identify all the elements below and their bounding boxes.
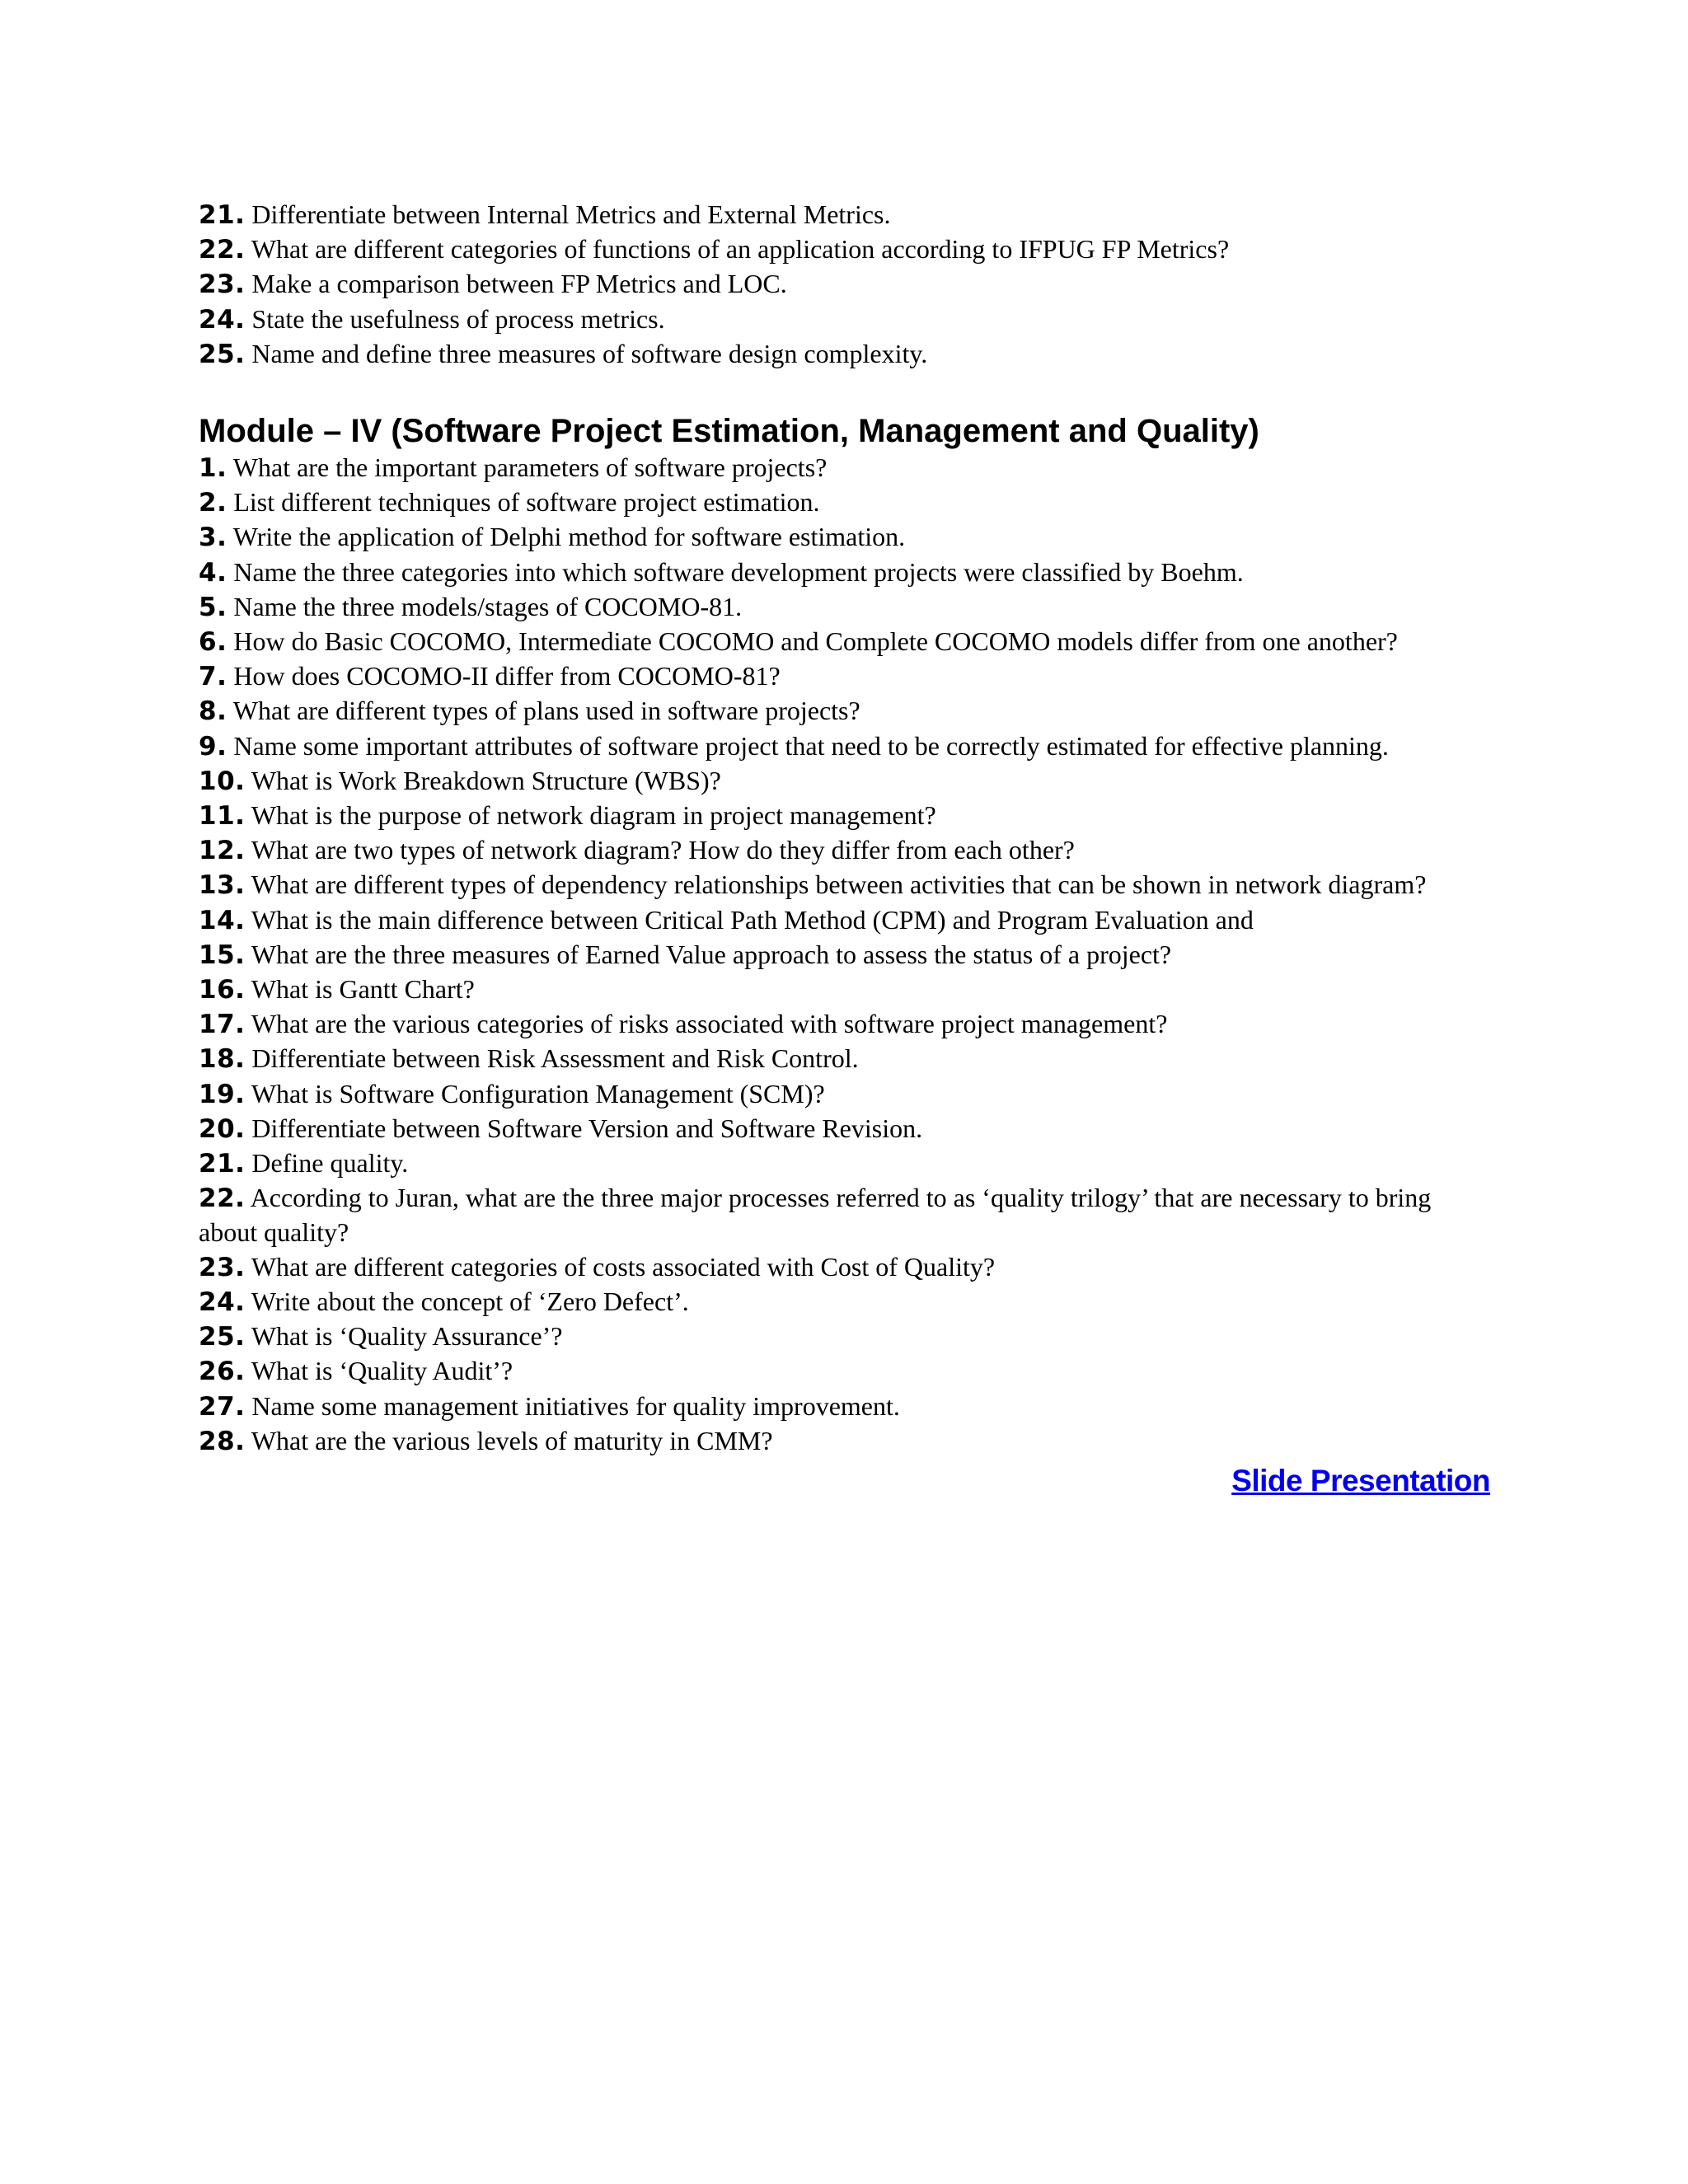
question-number: 8. [199,696,227,727]
question-number: 4. [199,557,227,588]
list-item [199,337,1493,372]
list-item [199,1285,1493,1319]
question-number: 2. [199,488,227,518]
question-text: Differentiate between Software Version and Software Revision. [251,1113,923,1143]
question-number: 19. [199,1079,246,1109]
question-text: State the usefulness of process metrics. [251,303,665,334]
list-item [199,198,1493,232]
question-text: What is Work Breakdown Structure (WBS)? [251,765,721,795]
list-item [199,868,1493,902]
question-number: 5. [199,592,227,622]
question-number: 21. [199,200,246,230]
question-text: Define quality. [251,1148,409,1179]
list-item [199,1181,1493,1249]
question-number: 28. [199,1426,246,1456]
question-number: 14. [199,905,246,935]
question-number: 27. [199,1391,246,1422]
question-number: 26. [199,1357,246,1387]
list-item [199,729,1493,764]
question-number: 6. [199,627,227,658]
question-text: What are different categories of costs associated with Cost of Quality? [251,1251,996,1282]
footer-link-row [199,1464,1490,1498]
list-item [199,232,1493,267]
question-list-module-3 [199,198,1493,372]
list-item [199,625,1493,659]
list-item [199,659,1493,694]
list-item [199,1354,1493,1389]
question-number: 24. [199,1286,246,1317]
list-item [199,799,1493,833]
question-text: What are two types of network diagram? How do they differ from each other? [251,835,1075,865]
list-item [199,485,1493,520]
question-number: 3. [199,523,227,553]
question-text: Name some important attributes of software project that need to be correctly estimated for effective planning. [233,730,1389,761]
question-number: 11. [199,801,246,832]
question-text: What is ‘Quality Assurance’? [251,1321,563,1352]
list-item [199,1042,1493,1076]
question-number: 9. [199,731,227,762]
question-text: What is the main difference between Critical Path Method (CPM) and Program Evaluation and [251,904,1254,935]
question-text: According to Juran, what are the three major processes referred to as ‘quality trilogy’ that are necessary to bring about quality? [199,1183,1432,1248]
question-number: 16. [199,975,246,1005]
question-text: What are the three measures of Earned Value approach to assess the status of a project? [251,939,1172,969]
question-number: 20. [199,1113,246,1144]
question-number: 23. [199,1252,246,1282]
question-text: What are the various levels of maturity in CMM? [251,1425,773,1455]
module-heading: Module – IV (Software Project Estimation, Management and Quality) [199,413,1259,450]
question-number: 21. [199,1149,246,1179]
list-item [199,1112,1493,1146]
list-item [199,1319,1493,1354]
question-text: What is Software Configuration Management (SCM)? [251,1078,825,1108]
question-number: 18. [199,1044,246,1075]
question-number: 7. [199,662,227,692]
question-number: 15. [199,940,246,970]
list-item [199,903,1493,938]
question-text: What is Gantt Chart? [251,974,475,1005]
question-text: Name the three categories into which software development projects were classified by Boehm. [233,556,1244,587]
question-text: How do Basic COCOMO, Intermediate COCOMO and Complete COCOMO models differ from one another? [233,626,1398,657]
list-item [199,520,1493,555]
list-item [199,1250,1493,1285]
question-text: Name and define three measures of software design complexity. [251,338,928,368]
question-text: List different techniques of software project estimation. [233,487,820,518]
list-item [199,555,1493,590]
list-item [199,302,1493,337]
question-number: 17. [199,1010,246,1040]
question-text: What are different types of plans used in software projects? [232,696,860,726]
question-text: Name the three models/stages of COCOMO-81. [233,591,743,621]
question-text: What is ‘Quality Audit’? [251,1356,513,1386]
list-item [199,938,1493,972]
question-text: Write the application of Delphi method for software estimation. [232,522,906,552]
list-item [199,764,1493,799]
question-text: What are different categories of functions of an application according to IFPUG FP Metrics? [251,234,1230,265]
list-item [199,590,1493,625]
list-item [199,833,1493,868]
question-text: What are different types of dependency relationships between activities that can be shown in network diagram? [251,869,1427,900]
question-text: Differentiate between Internal Metrics and External Metrics. [251,199,891,229]
list-item [199,1077,1493,1112]
list-item [199,1390,1493,1424]
question-text: Name some management initiatives for quality improvement. [251,1390,900,1421]
document-page [199,198,1493,1498]
slide-presentation-link[interactable]: Slide Presentation [1231,1463,1490,1497]
question-number: 25. [199,1322,246,1352]
question-text: Write about the concept of ‘Zero Defect’. [251,1286,689,1316]
question-number: 23. [199,269,246,300]
list-item [199,694,1493,729]
question-number: 22. [199,1183,246,1214]
question-text: How does COCOMO-II differ from COCOMO-81? [233,661,781,691]
question-list-module-4 [199,451,1493,1459]
question-text: What are the various categories of risks associated with software project management? [251,1009,1168,1039]
question-text: What is the purpose of network diagram in project management? [251,800,936,831]
question-number: 13. [199,870,246,901]
question-number: 22. [199,235,246,265]
question-number: 24. [199,304,246,335]
list-item [199,451,1493,485]
list-item [199,1146,1493,1181]
question-text: Make a comparison between FP Metrics and LOC. [251,269,787,299]
list-item [199,972,1493,1007]
question-text: Differentiate between Risk Assessment and Risk Control. [251,1043,859,1074]
list-item [199,1007,1493,1042]
list-item [199,1424,1493,1459]
question-number: 1. [199,453,227,484]
question-number: 25. [199,339,246,369]
question-number: 10. [199,766,246,796]
list-item [199,267,1493,302]
question-number: 12. [199,836,246,866]
question-text: What are the important parameters of software projects? [232,452,828,483]
